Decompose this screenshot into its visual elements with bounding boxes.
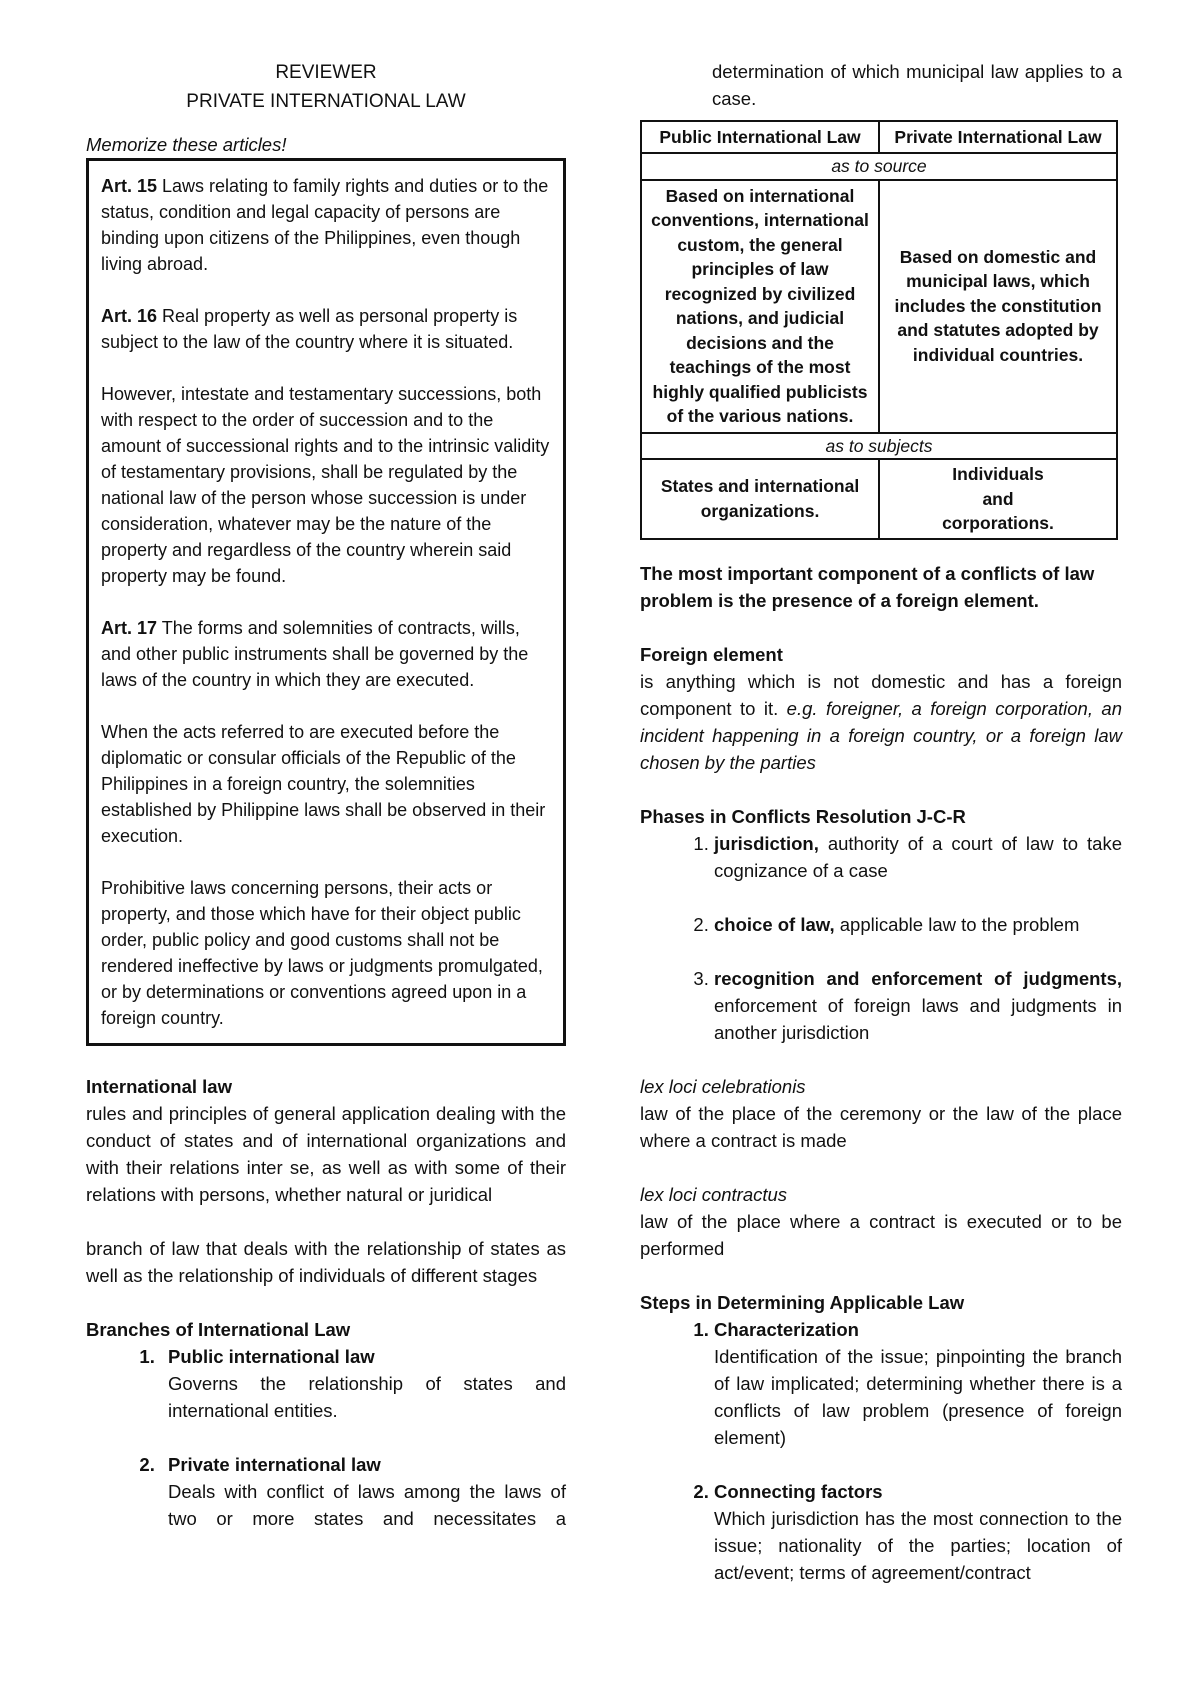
international-law-section bbox=[86, 1073, 566, 1289]
table-cell: Based on domestic and municipal laws, which includes the constitution and statutes adopted by individual countries. bbox=[879, 180, 1117, 433]
article-16: Art. 16 Real property as well as personal property is subject to the law of the country where it is situated. bbox=[101, 306, 518, 352]
article-17-consular: When the acts referred to are executed before the diplomatic or consular officials of the Republic of the Philippines in a foreign country, the solemnities established by Philippine laws shall be observed in their execution. bbox=[101, 722, 546, 846]
lex-contractus-def: law of the place where a contract is executed or to be performed bbox=[640, 1210, 1122, 1259]
list-item: 2. Private international law Deals with conflict of laws among the laws of two or more states and necessitates a bbox=[160, 1451, 566, 1532]
international-law-def1: rules and principles of general application dealing with the conduct of states and of international organizations and with their relations inter se, as well as with some of their relations with persons, whether natural or juridical bbox=[86, 1103, 566, 1205]
lex-contractus-term: lex loci contractus bbox=[640, 1183, 788, 1205]
title-reviewer: REVIEWER bbox=[275, 62, 377, 83]
international-law-heading: International law bbox=[86, 1076, 232, 1097]
lex-celebrationis-def: law of the place of the ceremony or the law of the place where a contract is made bbox=[640, 1102, 1122, 1151]
list-item: 3. recognition and enforcement of judgments, enforcement of foreign laws and judgments in another jurisdiction bbox=[714, 965, 1122, 1046]
page-title bbox=[86, 58, 566, 116]
list-item: 1. jurisdiction, authority of a court of law to take cognizance of a case bbox=[714, 830, 1122, 884]
article-17: Art. 17 The forms and solemnities of contracts, wills, and other public instruments shall be governed by the laws of the country in which they are executed. bbox=[101, 618, 529, 690]
comparison-table bbox=[640, 120, 1118, 540]
title-subject: PRIVATE INTERNATIONAL LAW bbox=[186, 91, 466, 112]
article-15: Art. 15 Laws relating to family rights and duties or to the status, condition and legal capacity of persons are binding upon citizens of the Philippines, even though living abroad. bbox=[101, 176, 549, 274]
list-item: 1. Public international law Governs the relationship of states and international entities. bbox=[160, 1343, 566, 1424]
branches-list bbox=[86, 1343, 566, 1532]
table-header-row bbox=[641, 121, 1117, 153]
left-column bbox=[86, 58, 566, 1532]
steps-section bbox=[640, 1289, 1122, 1586]
table-subheader-source: as to source bbox=[641, 153, 1117, 180]
list-item: 2. Connecting factors Which jurisdiction has the most connection to the issue; nationality of the parties; location of act/event; terms of agreement/contract bbox=[714, 1478, 1122, 1586]
lex-celebrationis-term: lex loci celebrationis bbox=[640, 1075, 806, 1097]
important-component: The most important component of a conflicts of law problem is the presence of a foreign element. bbox=[640, 562, 1095, 611]
table-row bbox=[641, 153, 1117, 180]
articles-box bbox=[86, 158, 566, 1046]
table-row bbox=[641, 433, 1117, 460]
continued-text: determination of which municipal law applies to a case. bbox=[712, 61, 1122, 109]
table-cell: Individuals and corporations. bbox=[879, 459, 1117, 539]
branches-section bbox=[86, 1316, 566, 1532]
foreign-element-def: is anything which is not domestic and has a foreign component to it. e.g. foreigner, a foreign corporation, an incident happening in a foreign country, or a foreign law chosen by the parties bbox=[640, 670, 1122, 773]
phases-list bbox=[640, 830, 1122, 1046]
foreign-element-section bbox=[640, 641, 1122, 776]
steps-list bbox=[640, 1316, 1122, 1586]
table-row bbox=[641, 180, 1117, 433]
memo-note: Memorize these articles! bbox=[86, 134, 287, 155]
phases-heading: Phases in Conflicts Resolution J-C-R bbox=[640, 805, 966, 827]
table-row bbox=[641, 459, 1117, 539]
foreign-element-heading: Foreign element bbox=[640, 643, 783, 665]
table-header-private: Private International Law bbox=[879, 121, 1117, 153]
lex-contractus bbox=[640, 1181, 1122, 1262]
article-16-succession: However, intestate and testamentary successions, both with respect to the order of succession and to the amount of successional rights and to the intrinsic validity of testamentary provisions, shall be regulated by the national law of the person whose succession is under consideration, whatever may be the nature of the property and regardless of the country wherein said property may be found. bbox=[101, 384, 550, 586]
list-item: 2. choice of law, applicable law to the problem bbox=[714, 911, 1122, 938]
lex-celebrationis bbox=[640, 1073, 1122, 1154]
steps-heading: Steps in Determining Applicable Law bbox=[640, 1291, 965, 1313]
article-17-prohibitive: Prohibitive laws concerning persons, their acts or property, and those which have for their object public order, public policy and good customs shall not be rendered ineffective by laws or judgments promulgated, or by determinations or conventions agreed upon in a foreign country. bbox=[101, 878, 543, 1028]
phases-section bbox=[640, 803, 1122, 1046]
table-cell: States and international organizations. bbox=[641, 459, 879, 539]
table-subheader-subjects: as to subjects bbox=[641, 433, 1117, 460]
list-item: 1. Characterization Identification of the issue; pinpointing the branch of law implicated; determining whether there is a conflicts of law problem (presence of foreign element) bbox=[714, 1316, 1122, 1451]
right-column bbox=[640, 58, 1122, 1586]
table-header-public: Public International Law bbox=[641, 121, 879, 153]
table-cell: Based on international conventions, international custom, the general principles of law recognized by civilized nations, and judicial decisions and the teachings of the most highly qualified publicists of the various nations. bbox=[641, 180, 879, 433]
international-law-def2: branch of law that deals with the relationship of states as well as the relationship of individuals of different stages bbox=[86, 1238, 566, 1286]
branches-heading: Branches of International Law bbox=[86, 1319, 351, 1340]
